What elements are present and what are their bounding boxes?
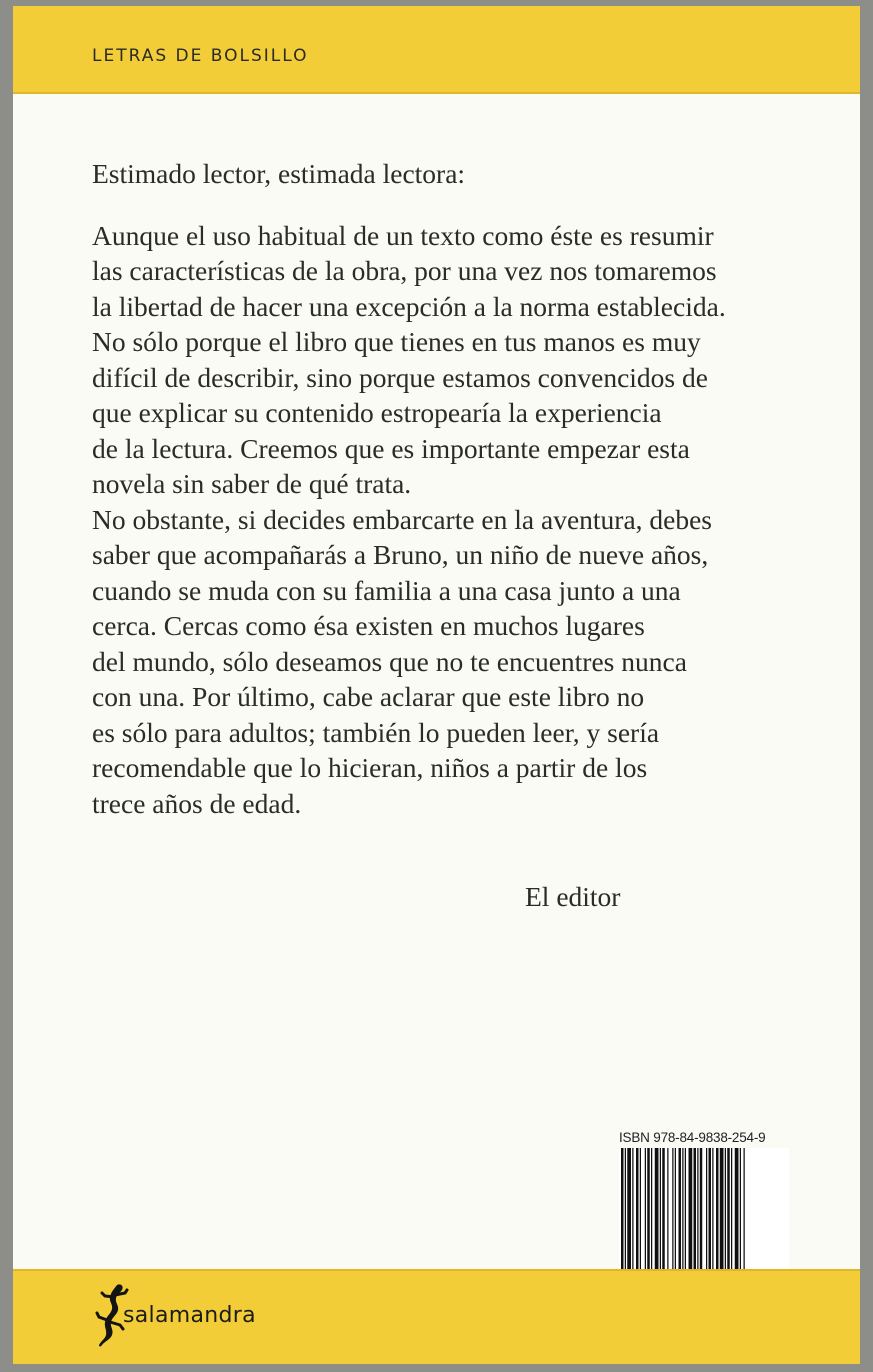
text-line: es sólo para adultos; también lo pueden leer, y sería (92, 716, 660, 748)
text-line: con una. Por último, cabe aclarar que este libro no (92, 681, 645, 712)
barcode-bar (700, 1148, 703, 1278)
barcode-bar (740, 1148, 741, 1278)
barcode-bar (682, 1148, 683, 1278)
barcode-bar (632, 1148, 633, 1278)
barcode-bar (672, 1148, 673, 1278)
barcode-bar (627, 1148, 631, 1278)
letter-paragraph (92, 218, 812, 822)
text-line: novela sin saber de qué trata. (92, 468, 412, 499)
barcode-bar (662, 1148, 665, 1278)
text-line: No sólo porque el libro que tienes en tus manos es muy (92, 326, 701, 357)
barcode-bar (660, 1148, 661, 1278)
text-line: cerca. Cercas como ésa existen en muchos lugares (92, 610, 645, 641)
barcode-bar (679, 1148, 682, 1278)
barcode-block (619, 1130, 789, 1292)
barcode-bar (744, 1148, 745, 1278)
barcode-bar (667, 1148, 668, 1278)
barcode-bar (716, 1148, 719, 1278)
barcode-bar (655, 1148, 659, 1278)
barcode-bar (720, 1148, 724, 1278)
text-line: de la lectura. Creemos que es importante empezar esta (92, 432, 690, 464)
text-line: Aunque el uso habitual de un texto como éste es resumir (92, 219, 714, 251)
barcode-bar (621, 1148, 624, 1278)
text-line: difícil de describir, sino porque estamos convencidos de (92, 361, 708, 393)
barcode-bar (735, 1148, 739, 1278)
text-line: la libertad de hacer una excepción a la norma establecida. (92, 290, 726, 322)
text-line: recomendable que lo hicieran, niños a partir de los (92, 752, 648, 783)
barcode-bars (619, 1148, 789, 1278)
isbn-label: ISBN 978-84-9838-254-9 (619, 1130, 766, 1145)
barcode-bar (694, 1148, 697, 1278)
publisher-name: salamandra (123, 1303, 256, 1328)
text-line: saber que acompañarás a Bruno, un niño de nueve años, (92, 539, 709, 570)
barcode (619, 1148, 789, 1278)
barcode-bar (697, 1148, 698, 1278)
barcode-bar (727, 1148, 730, 1278)
barcode-bar (725, 1148, 726, 1278)
barcode-bar (685, 1148, 686, 1278)
barcode-bar (709, 1148, 712, 1278)
barcode-bar (651, 1148, 652, 1278)
text-line: las características de la obra, por una vez nos tomaremos (92, 255, 717, 286)
text-line: No obstante, si decides embarcarte en la aventura, debes (92, 503, 713, 535)
bottom-yellow-band (13, 1269, 860, 1364)
barcode-bar (636, 1148, 639, 1278)
barcode-bar (731, 1148, 732, 1278)
collection-name: LETRAS DE BOLSILLO (92, 46, 309, 66)
greeting: Estimado lector, estimada lectora: (92, 158, 466, 189)
barcode-bar (625, 1148, 626, 1278)
text-line: que explicar su contenido estropearía la experiencia (92, 397, 662, 428)
barcode-bar (640, 1148, 641, 1278)
signature: El editor (525, 881, 621, 912)
top-yellow-band (13, 6, 860, 94)
barcode-bar (647, 1148, 650, 1278)
barcode-bar (706, 1148, 707, 1278)
barcode-bar (689, 1148, 693, 1278)
letter-body (92, 156, 812, 821)
text-line: del mundo, sólo deseamos que no te encuentres nunca (92, 645, 687, 677)
text-line: trece años de edad. (92, 787, 302, 819)
barcode-bar (645, 1148, 646, 1278)
text-line: cuando se muda con su familia a una casa junto a una (92, 574, 681, 606)
barcode-bar (675, 1148, 676, 1278)
barcode-bar (712, 1148, 713, 1278)
